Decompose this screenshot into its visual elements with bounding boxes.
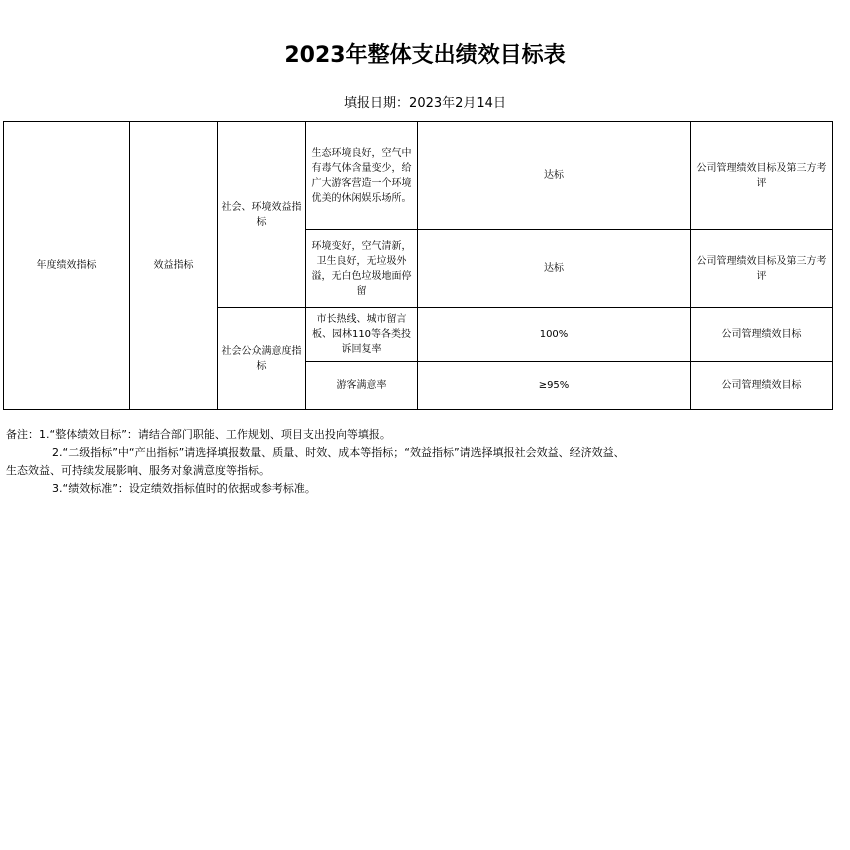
group-label-cell: 社会公众满意度指标: [218, 308, 306, 410]
indicator-cell: 游客满意率: [306, 362, 418, 410]
table-row: [4, 122, 833, 230]
note-line: 3.“绩效标准”：设定绩效指标值时的依据或参考标准。: [52, 482, 316, 495]
value-cell: 达标: [418, 122, 691, 230]
standard-cell: 公司管理绩效目标: [691, 308, 833, 362]
note-line: 生态效益、可持续发展影响、服务对象满意度等指标。: [6, 464, 270, 477]
value-cell: ≥95%: [418, 362, 691, 410]
notes-section: [6, 426, 836, 498]
value-cell: 达标: [418, 230, 691, 308]
page-title: 2023年整体支出绩效目标表: [284, 43, 566, 68]
indicator-cell: 市长热线、城市留言板、园林110等各类投诉回复率: [306, 308, 418, 362]
value-cell: 100%: [418, 308, 691, 362]
performance-target-table: [3, 121, 833, 410]
annual-indicator-cell: 年度绩效指标: [4, 122, 130, 410]
indicator-cell: 生态环境良好，空气中有毒气体含量变少，给广大游客营造一个环境优美的休闲娱乐场所。: [306, 122, 418, 230]
note-line: 备注：1.“整体绩效目标”：请结合部门职能、工作规划、项目支出投向等填报。: [6, 428, 391, 441]
standard-cell: 公司管理绩效目标及第三方考评: [691, 122, 833, 230]
note-line: 2.“二级指标”中“产出指标”请选择填报数量、质量、时效、成本等指标；“效益指标”请选择填报社会效益、经济效益、: [52, 446, 625, 459]
standard-cell: 公司管理绩效目标及第三方考评: [691, 230, 833, 308]
benefit-indicator-cell: 效益指标: [130, 122, 218, 410]
standard-cell: 公司管理绩效目标: [691, 362, 833, 410]
group-label-cell: 社会、环境效益指标: [218, 122, 306, 308]
indicator-cell: 环境变好，空气清新，卫生良好，无垃圾外溢，无白色垃圾地面停留: [306, 230, 418, 308]
fill-date: 填报日期：2023年2月14日: [344, 96, 506, 111]
